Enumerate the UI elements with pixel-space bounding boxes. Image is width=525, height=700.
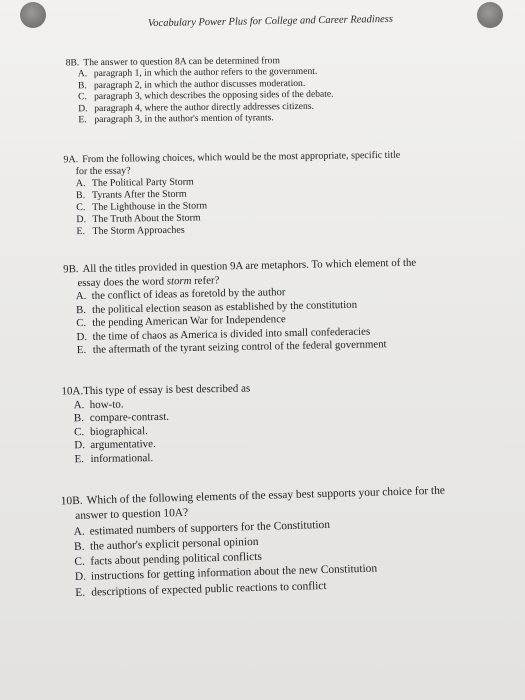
choice-letter: D. [74,571,87,584]
choice-letter: E. [74,453,85,466]
stem-text: refer? [191,273,220,287]
choice-text: Tyrants After the Storm [91,188,187,201]
choice-text: The Political Party Storm [91,176,194,189]
choice-letter: D. [74,439,86,452]
choice-text: the author's explicit personal opinion [89,535,259,553]
choice-text: compare-contrast. [89,410,170,425]
choice-text: The Storm Approaches [92,224,185,237]
stem-italic-word: storm [166,274,192,287]
question-number: 10A. [61,385,84,398]
choice-letter: E. [76,226,86,238]
choice-text: paragraph 2, in which the author discusses moderation. [93,77,306,91]
choice-letter: D. [78,102,88,114]
choice-text: the time of chaos as America is divided into small confederacies [92,325,371,343]
answer-choices [66,66,334,126]
question-stem-line: answer to question 10A? [75,507,189,523]
question-9b [63,257,418,358]
choice-letter: B. [75,190,86,202]
answer-choice [74,450,251,466]
question-number: 9B. [63,263,79,276]
choice-letter: C. [76,202,86,214]
choice-letter: E. [78,114,87,126]
choice-letter: A. [75,289,87,303]
choice-letter: C. [74,425,85,439]
choice-letter: B. [77,79,87,92]
choice-text: the conflict of ideas as foretold by the author [91,286,286,302]
choice-letter: D. [76,214,87,226]
question-10a [61,383,251,468]
choice-letter: B. [75,303,87,316]
choice-text: facts about pending political conflicts [90,550,263,568]
choice-text: paragraph 3, in the author's mention of tyrants. [94,112,274,126]
choice-letter: C. [78,91,87,103]
choice-letter: C. [74,555,86,569]
binder-hole-left [20,2,46,28]
choice-text: The Lighthouse in the Storm [92,200,208,213]
choice-letter: A. [73,525,85,538]
question-9a [63,150,401,239]
question-stem-line: for the essay? [75,165,131,178]
question-number: 8B. [65,57,80,69]
question-number: 9A. [63,154,79,166]
question-stem-line: All the titles provided in question 9A are metaphors. To which element of the [82,256,417,276]
question-stem-line: Which of the following elements of the essay best supports your choice for the [86,484,446,507]
choice-text: argumentative. [90,438,156,452]
choice-letter: E. [75,586,86,599]
running-header: Vocabulary Power Plus for College and Career Readiness [147,13,393,30]
question-stem-line: From the following choices, which would be the most appropriate, specific title [82,149,401,166]
choice-letter: B. [73,540,85,553]
choice-text: the aftermath of the tyrant seizing control of the federal government [92,338,387,356]
choice-letter: D. [76,330,88,343]
choice-letter: A. [75,178,86,190]
choice-letter: A. [73,398,85,411]
choice-text: the pending American War for Independence [92,313,286,329]
choice-text: descriptions of expected public reactions to conflict [91,579,327,599]
choice-text: estimated numbers of supporters for the Constitution [89,518,331,538]
answer-choices [64,284,418,358]
question-stem-line: This type of essay is best described as [83,382,251,398]
choice-letter: E. [76,343,87,357]
choice-text: paragraph 4, where the author directly addresses citizens. [94,100,315,114]
choice-text: how-to. [89,398,124,411]
choice-letter: A. [77,68,88,80]
binder-hole-right [477,2,503,28]
question-stem-line: The answer to question 8A can be determined from [83,55,280,69]
answer-choices [64,174,402,239]
question-number: 10B. [60,494,83,508]
stem-text: essay does the word [77,274,167,289]
choice-text: The Truth About the Storm [92,212,201,225]
choice-text: paragraph 1, in which the author refers to the government. [93,66,318,80]
question-8b [66,55,334,126]
answer-choices [61,514,447,601]
choice-text: informational. [90,452,154,466]
choice-letter: B. [73,412,85,425]
choice-text: biographical. [90,424,148,438]
choice-text: the political election season as established by the constitution [91,298,358,316]
choice-text: paragraph 3, which describes the opposing sides of the debate. [94,88,334,103]
answer-choices [62,396,252,467]
choice-text: instructions for getting information about the new Constitution [90,563,378,584]
answer-choice [78,112,334,126]
question-10b [61,484,448,602]
choice-letter: C. [76,316,87,330]
